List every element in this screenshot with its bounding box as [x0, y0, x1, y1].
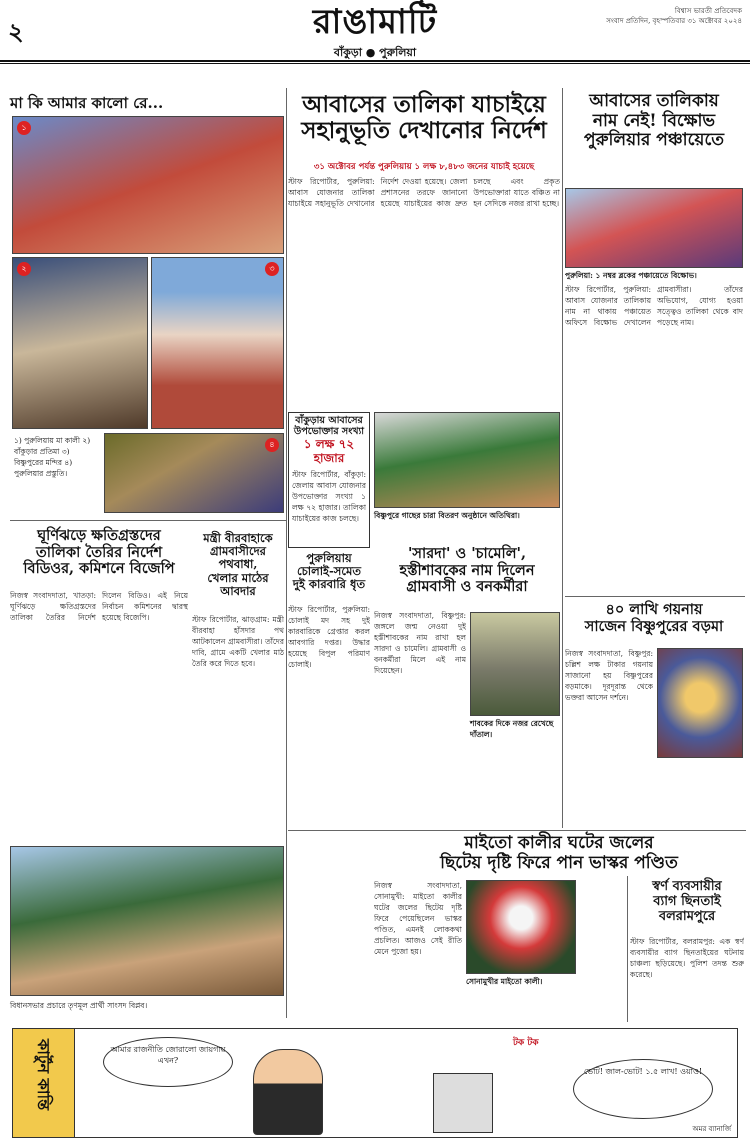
maito-photo: [466, 880, 576, 974]
bankura-headline-line2: উপভোক্তার সংখ্যা: [293, 425, 365, 437]
event-photo: [374, 412, 560, 508]
gold-body: নিজস্ব সংবাদদাতা, বিষ্ণুপুর: চল্লিশ লক্ষ টাকার গয়নায় সাজানো হয় বিষ্ণুপুরের বড়মাকে। দূরদূরান্ত থেকে ভক্তরা আসেন দর্শনে।: [565, 649, 653, 702]
minister-headline-line5: আবদার: [220, 583, 256, 598]
main-body: স্টাফ রিপোর্টার, পুরুলিয়া: আবাস যোজনার তালিকা যাচাইয়ে সহানুভূতি দেখানোর নির্দেশ দেওয়া হয়েছে। জেলা প্রশাসনের তরফে জানানো হয়েছে যাচাইয়ের কাজ দ্রুত চলছে এবং প্রকৃত উপভোক্তারা যাতে বঞ্চিত না হন সেদিকে নজর রাখা হচ্ছে।: [288, 177, 560, 208]
photo-badge: ১: [17, 121, 31, 135]
cartoon-title-band: [13, 1029, 75, 1137]
cartoon-sign: টক টক: [513, 1038, 539, 1048]
cartoon-signature: অমর ব্যানার্জি: [692, 1125, 731, 1133]
cartoon-strip: [12, 1028, 738, 1138]
cartoon-bubble-1: আমার রাজনীতি জোরালো জায়গায় এখন?: [103, 1037, 233, 1087]
main-kicker: ৩১ অক্টোবর পর্যন্ত পুরুলিয়ায় ১ লক্ষ ৮,৪৮৩ জনের যাচাই হয়েছে: [313, 162, 535, 172]
purulia-body: স্টাফ রিপোর্টার, পুরুলিয়া: চোলাই মদ সহ দুই কারবারিকে গ্রেপ্তার করল আবগারি দপ্তর। উদ্ধার হয়েছে বিপুল পরিমাণ চোলাই।: [288, 605, 370, 669]
maito-headline: [374, 834, 744, 873]
cartoon-title: কার্টুন কান্তি: [34, 1039, 53, 1111]
bag-headline-line2: ব্যাগ ছিনতাই: [653, 893, 721, 909]
kali-photo-1: [12, 116, 284, 254]
right-headline-line3: পুরুলিয়ার পঞ্চায়েতে: [583, 130, 725, 151]
purulia-headline: [288, 552, 370, 592]
feature-caption: ১) পুরুলিয়ায় মা কালী ২) বাঁকুড়ার প্রতিমা ৩) বিষ্ণুপুরের মন্দির ৪) পুরুলিয়ার প্রস্তুতি।: [14, 436, 91, 478]
bankura-headline-line1: বাঁকুড়ায় আবাসের: [295, 415, 363, 426]
protest-caption: পুরুলিয়া: ১ নম্বর ব্লকের পঞ্চায়েতে বিক্ষোভ।: [565, 271, 697, 280]
event-caption: বিষ্ণুপুরে গাছের চারা বিতরণ অনুষ্ঠানে অতিথিরা।: [374, 511, 520, 520]
kali-photo-4: [104, 433, 284, 513]
elephant-body: নিজস্ব সংবাদদাতা, বিষ্ণুপুর: জঙ্গলে জন্ম নেওয়া দুই হস্তীশাবকের নাম রাখা হল সারদা ও চামেলি। গ্রামবাসী ও বনকর্মীরা মিলে এই নাম দিয়েছেন।: [374, 611, 466, 675]
gold-headline: [565, 602, 743, 635]
minister-headline: [192, 532, 284, 598]
maito-headline-line2: ছিটেয় দৃষ্টি ফিরে পান ভাস্কর পণ্ডিত: [440, 852, 678, 873]
minister-body: স্টাফ রিপোর্টার, ঝাড়গ্রাম: মন্ত্রী বীরবাহা হাঁসদার পথ আটকালেন গ্রামবাসীরা। তাঁদের দাবি, গ্রামে একটি খেলার মাঠ তৈরি করে দিতে হবে।: [192, 615, 284, 668]
maito-headline-line1: মাইতো কালীর ঘটের জলের: [464, 833, 654, 853]
section-rule: [10, 520, 286, 521]
page-number: ২: [8, 17, 24, 46]
dateline-bottom: সংবাদ প্রতিদিন, বৃহস্পতিবার ৩১ অক্টোবর ২০২৪: [606, 17, 742, 25]
temple-photo: [151, 257, 284, 429]
maito-caption: সোনামুখীর মাইতো কালী।: [466, 977, 543, 986]
photo-badge: ৪: [265, 438, 279, 452]
purulia-headline-line2: চোলাই-সমেত: [296, 564, 362, 579]
purulia-headline-line3: দুই কারবারি ধৃত: [292, 577, 366, 592]
section-title: রাঙামাটি: [312, 2, 438, 42]
elephant-headline-line2: হস্তীশাবকের নাম দিলেন: [399, 561, 535, 579]
right-headline-line2: নাম নেই! বিক্ষোভ: [592, 110, 716, 131]
cartoon-bubble-2: ভোট! জাল-ভোট! ১.৫ লাখ! ওয়াও!: [573, 1059, 713, 1119]
minister-headline-line3: পথবাধা,: [218, 557, 258, 572]
elephant-photo: [470, 612, 560, 716]
protest-photo: [565, 188, 743, 268]
column-rule: [286, 88, 287, 1018]
bag-headline-line1: স্বর্ণ ব্যবসায়ীর: [652, 879, 722, 894]
kali-photo-2: [12, 257, 148, 429]
section-subtitle: বাঁকুড়া ● পুরুলিয়া: [333, 46, 417, 59]
dateline-top: বিশ্বাস ভারতী প্রতিবেদক: [674, 7, 742, 15]
right-headline-line1: আবাসের তালিকায়: [589, 91, 719, 111]
bag-body: স্টাফ রিপোর্টার, বলরামপুর: এক স্বর্ণ ব্যবসায়ীর ব্যাগ ছিনতাইয়ের ঘটনায় চাঞ্চল্য ছড়িয়েছে। পুলিশ তদন্ত শুরু করেছে।: [630, 937, 744, 979]
cyclone-headline-line1: ঘূর্ণিঝড়ে ক্ষতিগ্রস্তদের: [37, 527, 161, 544]
photo-badge: ৩: [265, 262, 279, 276]
cyclone-headline: [10, 528, 188, 578]
maito-body: নিজস্ব সংবাদদাতা, সোনামুখী: মাইতো কালীর ঘটের জলের ছিটেয় দৃষ্টি ফিরে পেয়েছিলেন ভাস্কর পণ্ডিত, এমনই লোককথা প্রচলিত। আজও সেই রীতি মেনে পুজো হয়।: [374, 881, 462, 956]
cyclone-headline-line2: তালিকা তৈরির নির্দেশ: [35, 543, 163, 561]
purulia-headline-line1: পুরুলিয়ায়: [306, 551, 352, 565]
elephant-headline-line3: গ্রামবাসী ও বনকর্মীরা: [406, 578, 528, 596]
robot-figure: [433, 1073, 493, 1133]
minister-headline-line4: খেলার মাঠের: [207, 570, 269, 585]
bankura-headline: [292, 416, 366, 465]
campaign-caption: বিধানসভার প্রচারে তৃণমূল প্রার্থী সাংসদ বিপ্লব।: [10, 1001, 148, 1010]
dateline: [606, 6, 742, 26]
photo-badge: ২: [17, 262, 31, 276]
gold-headline-line1: ৪০ লাখি গয়নায়: [605, 601, 703, 618]
minister-headline-line1: মন্ত্রী বীরবাহাকে: [203, 531, 273, 545]
cyclone-headline-line3: বিডিওর, কমিশনে বিজেপি: [23, 560, 175, 578]
header-rule: [0, 60, 750, 62]
main-headline-line2: সহানুভূতি দেখানোর নির্দেশ: [301, 117, 547, 145]
elephant-headline-line1: 'সারদা' ও 'চামেলি',: [407, 545, 526, 562]
elephant-caption: শাবকের দিকে নজর রেখেছে দাঁতাল।: [470, 719, 554, 739]
campaign-photo: [10, 846, 284, 996]
bag-headline-line3: বলরামপুরে: [658, 908, 716, 924]
cartoon-figure: [253, 1049, 323, 1135]
bankura-body: স্টাফ রিপোর্টার, বাঁকুড়া: জেলায় আবাস যোজনার উপভোক্তার সংখ্যা ১ লক্ষ ৭২ হাজার। তালিকা যাচাইয়ের কাজ চলছে।: [292, 470, 366, 524]
bag-headline: [630, 880, 744, 925]
feature-title: মা কি আমার কালো রে...: [10, 94, 164, 112]
bankura-box: [288, 412, 370, 548]
deity-photo: [657, 648, 743, 758]
column-rule: [562, 88, 563, 828]
gold-headline-line2: সাজেন বিষ্ণুপুরের বড়মা: [584, 617, 724, 635]
section-rule: [565, 596, 745, 597]
cyclone-body: নিজস্ব সংবাদদাতা, খাতড়া: ঘূর্ণিঝড়ে ক্ষতিগ্রস্তদের তালিকা তৈরির নির্দেশ দিলেন বিডিও। এই নিয়ে নির্বাচন কমিশনের দ্বারস্থ হয়েছে বিজেপি।: [10, 591, 188, 622]
right-headline: [565, 92, 743, 151]
section-rule: [288, 830, 746, 831]
main-headline-line1: আবাসের তালিকা যাচাইয়ে: [302, 91, 546, 118]
bankura-headline-line3: ১ লক্ষ ৭২ হাজার: [303, 436, 355, 465]
minister-headline-line2: গ্রামবাসীদের: [210, 544, 266, 559]
header-rule-thin: [0, 63, 750, 64]
main-headline: [288, 92, 560, 145]
right-body: স্টাফ রিপোর্টার, পুরুলিয়া: আবাস যোজনার তালিকায় নাম না থাকায় পঞ্চায়েত অফিসে বিক্ষোভ দেখালেন গ্রামবাসীরা। তাঁদের অভিযোগ, যোগ্য হওয়া সত্ত্বেও তালিকা থেকে বাদ পড়েছে নাম।: [565, 285, 743, 327]
elephant-headline: [374, 546, 560, 596]
column-rule: [627, 876, 628, 1022]
